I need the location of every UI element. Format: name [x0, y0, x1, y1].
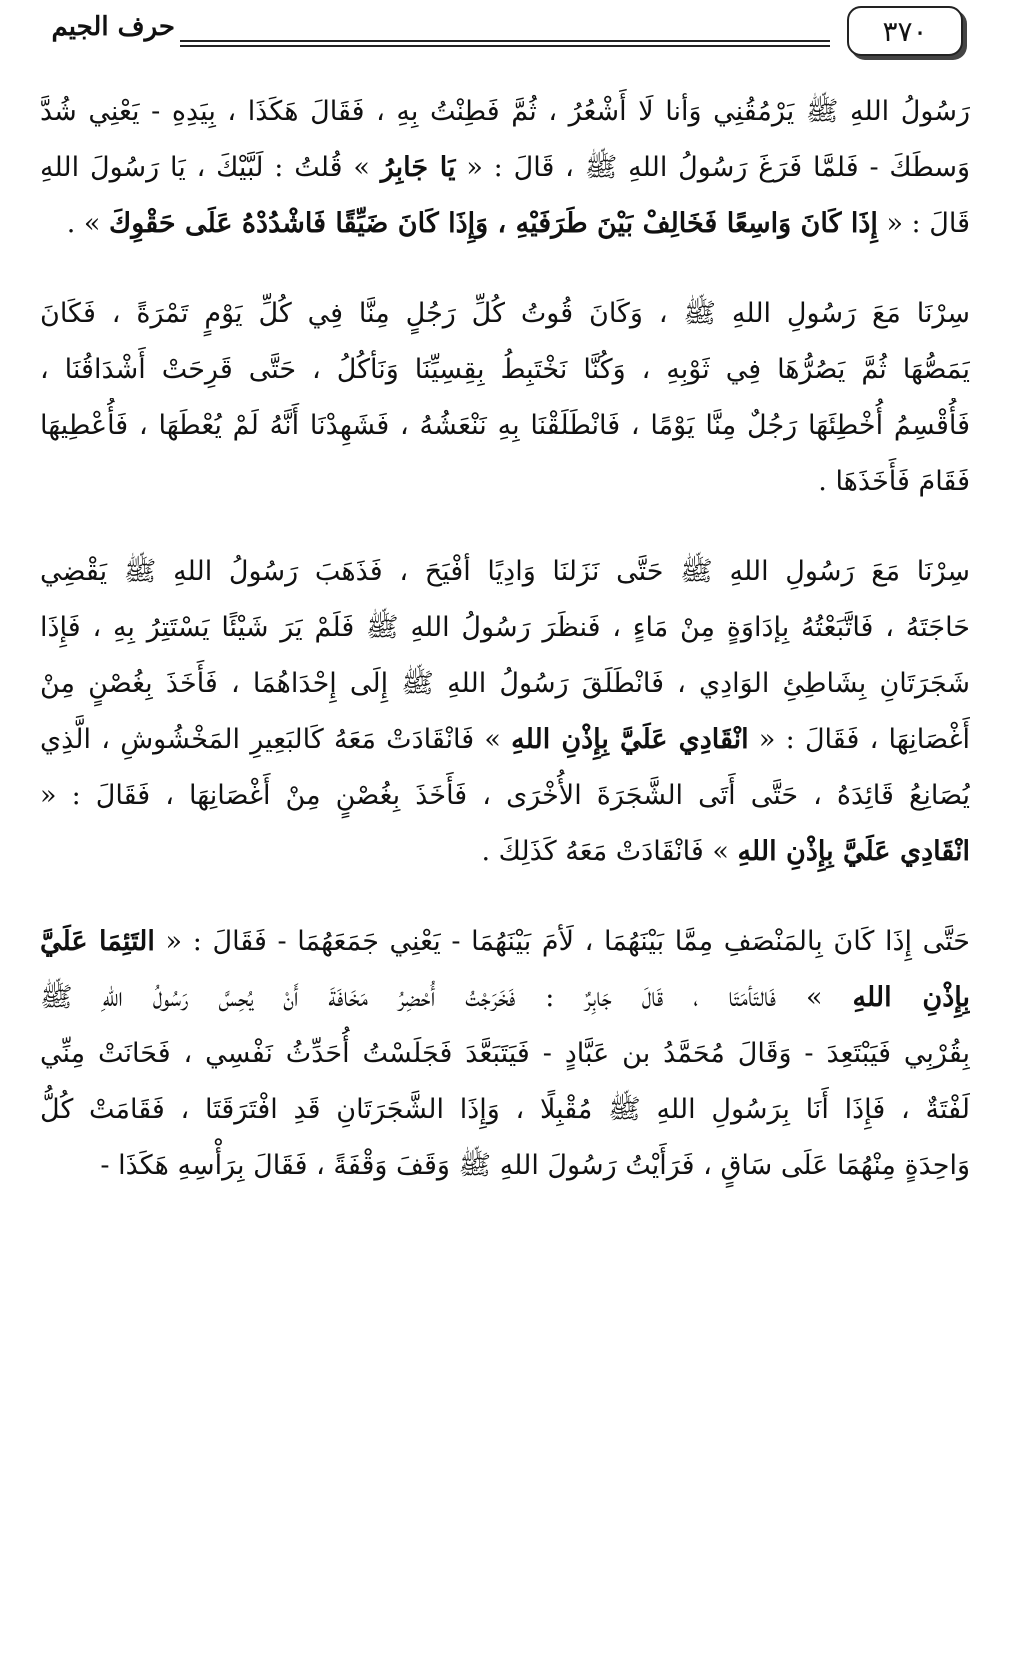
text-line: [40, 1082, 970, 1138]
text-segment: » .: [66, 208, 109, 239]
paragraph: [40, 914, 970, 1194]
text-line: [40, 1026, 970, 1082]
text-line: [40, 914, 970, 970]
bold-text-segment: التَئِمَا عَلَيَّ: [40, 926, 155, 957]
text-line: [40, 84, 970, 140]
text-segment: وَاحِدَةٍ مِنْهُمَا عَلَى سَاقٍ ، فَرَأَيْتُ رَسُولَ اللهِ ﷺ وَقَفَ وَقْفَةً ، فَقَالَ بِرَأْسِهِ هَكَذَا -: [100, 1150, 970, 1181]
bold-text-segment: بِإِذْنِ اللهِ: [852, 982, 970, 1013]
text-line: [40, 712, 970, 768]
text-line: [40, 970, 970, 1026]
text-segment: فَقَامَ فَأَخَذَهَا .: [818, 466, 970, 497]
text-segment: » قُلتُ : لَبَّيْكَ ، يَا رَسُولَ اللهِ: [40, 152, 381, 183]
text-line: [40, 398, 970, 454]
header-rule: [180, 40, 830, 47]
paragraph: [40, 286, 970, 510]
text-line: [40, 544, 970, 600]
text-segment: قَالَ : «: [877, 208, 970, 239]
text-segment: أَغْصَانِهَا ، فَقَالَ : «: [748, 724, 970, 755]
text-line: [40, 824, 970, 880]
bold-text-segment: يَا جَابِرُ: [380, 152, 456, 183]
page-number: ٣٧٠: [847, 6, 963, 56]
text-line: [40, 140, 970, 196]
text-segment: لَفْتَةٌ ، فَإِذَا أَنَا بِرَسُولِ اللهِ ﷺ مُقْبِلًا ، وَإِذَا الشَّجَرَتَانِ قَدِ افْتَرَقَتَا ، فَقَامَتْ كُلُّ: [40, 1094, 970, 1125]
bold-text-segment: انْقَادِي عَلَيَّ بِإِذْنِ اللهِ: [511, 724, 749, 755]
text-line: [40, 600, 970, 656]
chapter-title: حرف الجيم: [51, 12, 175, 42]
text-segment: حَتَّى إِذَا كَانَ بِالمَنْصَفِ مِمَّا بَيْنَهُمَا ، لَأمَ بَيْنَهُمَا - يَعْنِي جَمَعَهُمَا - فَقَالَ : «: [154, 926, 970, 957]
text-segment: بِقُرْبِي فَيَبْتَعِدَ - وَقَالَ مُحَمَّدُ بن عَبَّادٍ - فَيَتَبَعَّدَ فَجَلَسْتُ أُحَدِّثُ نَفْسِي ، فَحَانَتْ مِنِّي: [40, 1038, 970, 1069]
text-line: [40, 1138, 970, 1194]
text-segment: سِرْنَا مَعَ رَسُولِ اللهِ ﷺ حَتَّى نَزَلنَا وَادِيًا أفْيَحَ ، فَذَهَبَ رَسُولُ اللهِ ﷺ يَقْضِي: [40, 556, 970, 587]
text-line: [40, 286, 970, 342]
bold-text-segment: إِذَا كَانَ وَاسِعًا فَخَالِفْ بَيْنَ طَرَفَيْهِ ، وَإِذَا كَانَ ضَيِّقًا فَاشْدُدْهُ عَلَى حَقْوِكَ: [109, 208, 878, 239]
text-segment: وَسطَكَ - فَلمَّا فَرَغَ رَسُولُ اللهِ ﷺ ، قَالَ : «: [455, 152, 970, 183]
page-header: [0, 0, 1010, 70]
bold-text-segment: انْقَادِي عَلَيَّ بِإِذْنِ اللهِ: [737, 836, 970, 867]
text-segment: سِرْنَا مَعَ رَسُولِ اللهِ ﷺ ، وَكَانَ قُوتُ كُلِّ رَجُلٍ مِنَّا فِي كُلِّ يَوْمٍ تَمْرَةً ، فَكَانَ: [40, 298, 970, 329]
paragraph: [40, 84, 970, 252]
text-line: [40, 454, 970, 510]
text-segment: يَمَصُّهَا ثُمَّ يَصُرُّهَا فِي ثَوْبِهِ ، وَكُنَّا نَخْتَبِطُ بِقِسِيِّنَا وَنَأكُلُ ، حَتَّى قَرِحَتْ أَشْدَاقُنَا ،: [40, 354, 970, 385]
text-segment: » فَالتَأمَتَا ، قَالَ جَابِرٌ : فَخَرَجْتُ أُحْضِرُ مَخَافَةَ أَنْ يُحِسَّ رَسُولُ اللهِ ﷺ: [40, 982, 853, 1013]
text-segment: رَسُولُ اللهِ ﷺ يَرْمُقُنِي وَأنا لَا أَشْعُرُ ، ثُمَّ فَطِنْتُ بِهِ ، فَقَالَ هَكَذَا ، بِيَدِهِ - يَعْنِي شُدَّ: [40, 96, 970, 127]
text-line: [40, 656, 970, 712]
text-segment: » فَانْقَادَتْ مَعَهُ كَذَلِكَ .: [481, 836, 738, 867]
text-segment: فَأُقْسِمُ أُخْطِئَهَا رَجُلٌ مِنَّا يَوْمًا ، فَانْطَلَقْنَا بِهِ نَنْعَشُهُ ، فَشَهِدْنَا أَنَّهُ لَمْ يُعْطَهَا ، فَأُعْطِيهَا: [40, 410, 970, 441]
text-segment: » فَانْقَادَتْ مَعَهُ كَالبَعِيرِ المَخْشُوشِ ، الَّذِي: [40, 724, 512, 755]
text-segment: حَاجَتَهُ ، فَاتَّبَعْتُهُ بِإدَاوَةٍ مِنْ مَاءٍ ، فَنظَرَ رَسُولُ اللهِ ﷺ فَلَمْ يَرَ شَيْئًا يَسْتَتِرُ بِهِ ، فَإِذَا: [40, 612, 970, 643]
text-line: [40, 768, 970, 824]
paragraph: [40, 544, 970, 880]
page-body: [40, 84, 970, 1228]
text-line: [40, 342, 970, 398]
text-segment: يُصَانِعُ قَائِدَهُ ، حَتَّى أَتَى الشَّجَرَةَ الأُخْرَى ، فَأَخَذَ بِغُصْنٍ مِنْ أَغْصَانِهَا ، فَقَالَ : «: [40, 780, 970, 811]
text-segment: شَجَرَتَانِ بِشَاطِئِ الوَادِي ، فَانْطَلَقَ رَسُولُ اللهِ ﷺ إِلَى إِحْدَاهُمَا ، فَأَخَذَ بِغُصْنٍ مِنْ: [40, 668, 970, 699]
text-line: [40, 196, 970, 252]
